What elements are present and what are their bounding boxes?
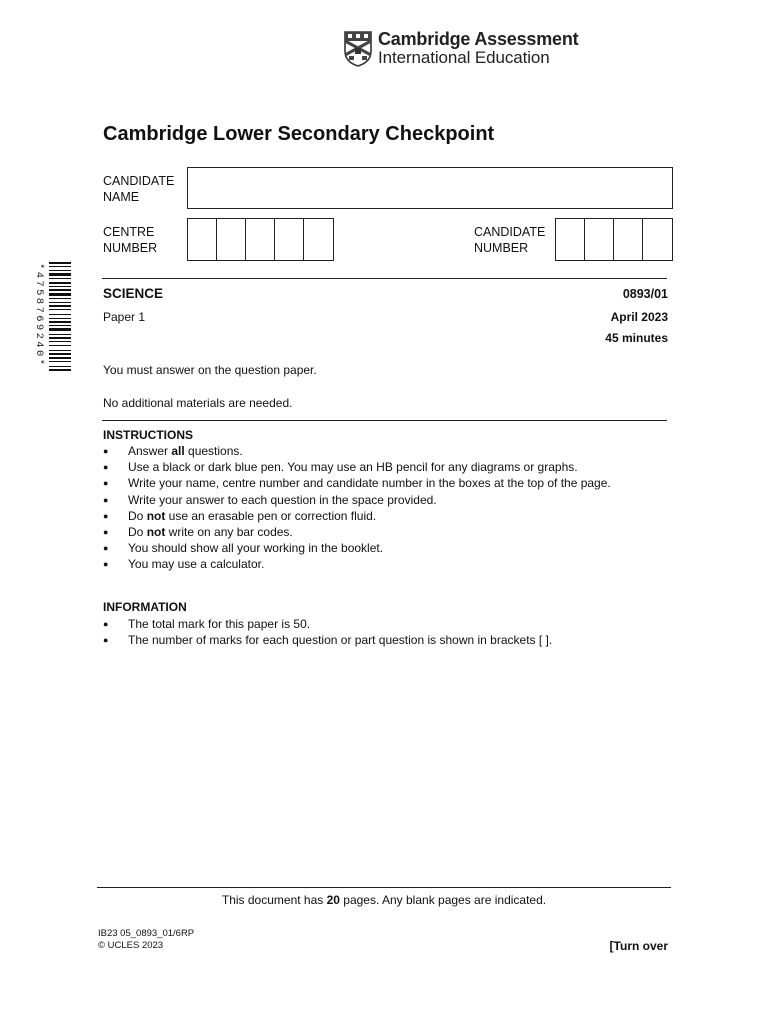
instruction-text: Do bbox=[128, 525, 147, 540]
instruction-text: You should show all your working in the booklet. bbox=[128, 541, 384, 556]
barcode-bar bbox=[49, 369, 71, 371]
candidate-number-digit-box[interactable] bbox=[556, 219, 585, 260]
footer-divider bbox=[97, 887, 671, 888]
paper-reference: IB23 05_0893_01/6RP bbox=[98, 928, 195, 939]
instruction-item bbox=[103, 524, 663, 540]
instruction-item bbox=[103, 508, 663, 524]
barcode-bar bbox=[49, 314, 71, 315]
instruction-item bbox=[103, 443, 663, 459]
barcode-bar bbox=[49, 302, 71, 303]
footer-reference bbox=[98, 928, 194, 952]
candidate-number-digit-box[interactable] bbox=[585, 219, 614, 260]
barcode-bar bbox=[49, 298, 71, 299]
instruction-item bbox=[103, 492, 663, 508]
centre-number-digit-box[interactable] bbox=[188, 219, 217, 260]
centre-number-digit-box[interactable] bbox=[246, 219, 275, 260]
cambridge-logo bbox=[344, 30, 578, 68]
instructions-list bbox=[103, 443, 663, 573]
exam-duration: 45 minutes bbox=[605, 331, 668, 345]
barcode-bar bbox=[49, 282, 71, 284]
divider bbox=[102, 278, 667, 279]
centre-number-digit-box[interactable] bbox=[217, 219, 246, 260]
subject: SCIENCE bbox=[103, 286, 164, 301]
instruction-text: Do bbox=[128, 508, 147, 523]
instruction-text: Answer bbox=[128, 444, 172, 458]
candidate-number-digit-box[interactable] bbox=[643, 219, 672, 260]
information-item: ● The number of marks for each question or part question is shown in brackets [ ]. bbox=[103, 632, 663, 648]
instruction-emphasis: not bbox=[146, 525, 166, 540]
barcode-bar bbox=[49, 270, 71, 271]
candidate-number-digit-box[interactable] bbox=[614, 219, 643, 260]
page-count-suffix: pages. Any blank pages are indicated. bbox=[339, 893, 547, 907]
barcode-bar bbox=[49, 273, 71, 276]
logo-line-2: International Education bbox=[378, 48, 550, 68]
barcode-bar bbox=[49, 289, 71, 291]
barcode-bar bbox=[49, 309, 71, 310]
instruction-item bbox=[103, 556, 663, 572]
page-count-prefix: This document has bbox=[221, 893, 327, 907]
barcode-bar bbox=[49, 293, 71, 296]
instruction-text-tail: write on any bar codes. bbox=[165, 525, 293, 540]
barcode-bar bbox=[49, 337, 71, 339]
barcode-bar bbox=[49, 278, 71, 279]
instruction-text: Write your answer to each question in the space provided. bbox=[128, 492, 437, 507]
centre-number-label-line-2: NUMBER bbox=[103, 241, 158, 255]
candidate-name-label bbox=[103, 173, 174, 205]
candidate-number-label bbox=[474, 224, 545, 256]
page-title: Cambridge Lower Secondary Checkpoint bbox=[103, 123, 495, 145]
information-heading: INFORMATION bbox=[103, 600, 187, 614]
barcode-bar bbox=[49, 353, 71, 355]
barcode-bar bbox=[49, 262, 71, 264]
instruction-text-tail: use an erasable pen or correction fluid. bbox=[165, 508, 377, 523]
barcode-bar bbox=[49, 345, 71, 346]
instruction-item bbox=[103, 475, 663, 491]
barcode-bar bbox=[49, 334, 71, 335]
barcode-bar bbox=[49, 350, 71, 351]
instruction-text: Write your name, centre number and candidate number in the boxes at the top of the page. bbox=[128, 476, 611, 491]
barcode-bar bbox=[49, 357, 71, 359]
candidate-name-field[interactable] bbox=[187, 167, 673, 209]
centre-number-label bbox=[103, 224, 157, 256]
instruction-emphasis: not bbox=[146, 508, 166, 523]
crest-icon bbox=[344, 31, 372, 67]
information-list bbox=[103, 616, 663, 648]
paper-number: Paper 1 bbox=[103, 310, 146, 324]
divider bbox=[102, 420, 667, 421]
exam-date: April 2023 bbox=[610, 310, 668, 324]
barcode-bar bbox=[49, 321, 71, 323]
logo-line-1: Cambridge Assessment bbox=[378, 29, 579, 49]
instruction-text: You may use a calculator. bbox=[128, 557, 265, 572]
paper-code: 0893/01 bbox=[622, 287, 668, 301]
barcode-number: *4758769240* bbox=[33, 263, 45, 368]
materials-note: No additional materials are needed. bbox=[103, 396, 293, 410]
barcode-bar bbox=[49, 328, 71, 331]
candidate-number-label-line-2: NUMBER bbox=[474, 241, 529, 255]
barcode-bar bbox=[49, 366, 71, 367]
turn-over: [Turn over bbox=[609, 939, 668, 953]
answer-note: You must answer on the question paper. bbox=[103, 363, 317, 377]
centre-number-label-line-1: CENTRE bbox=[103, 225, 155, 239]
instruction-emphasis: all bbox=[171, 444, 185, 458]
candidate-name-label-line-2: NAME bbox=[103, 190, 140, 204]
barcode-bar bbox=[49, 325, 71, 326]
instructions-heading: INSTRUCTIONS bbox=[103, 428, 193, 442]
instruction-text-tail: questions. bbox=[184, 444, 243, 458]
centre-number-digit-box[interactable] bbox=[304, 219, 333, 260]
barcode bbox=[49, 262, 71, 398]
information-item: ● The total mark for this paper is 50. bbox=[103, 616, 663, 632]
centre-number-field[interactable] bbox=[187, 218, 334, 261]
instruction-item bbox=[103, 459, 663, 475]
barcode-bar bbox=[49, 318, 71, 319]
instruction-item bbox=[103, 540, 663, 556]
candidate-name-label-line-1: CANDIDATE bbox=[103, 174, 175, 188]
barcode-bar bbox=[49, 305, 71, 307]
barcode-bar bbox=[49, 361, 71, 362]
barcode-bar bbox=[49, 266, 71, 267]
candidate-number-field[interactable] bbox=[555, 218, 673, 261]
instruction-text: Use a black or dark blue pen. You may use an HB pencil for any diagrams or graphs. bbox=[128, 460, 578, 475]
page-count-note bbox=[0, 893, 768, 907]
barcode-bar bbox=[49, 341, 71, 342]
candidate-number-label-line-1: CANDIDATE bbox=[474, 225, 546, 239]
barcode-bar bbox=[49, 286, 71, 287]
centre-number-digit-box[interactable] bbox=[275, 219, 304, 260]
copyright: © UCLES 2023 bbox=[98, 940, 164, 951]
page-count: 20 bbox=[326, 893, 340, 907]
